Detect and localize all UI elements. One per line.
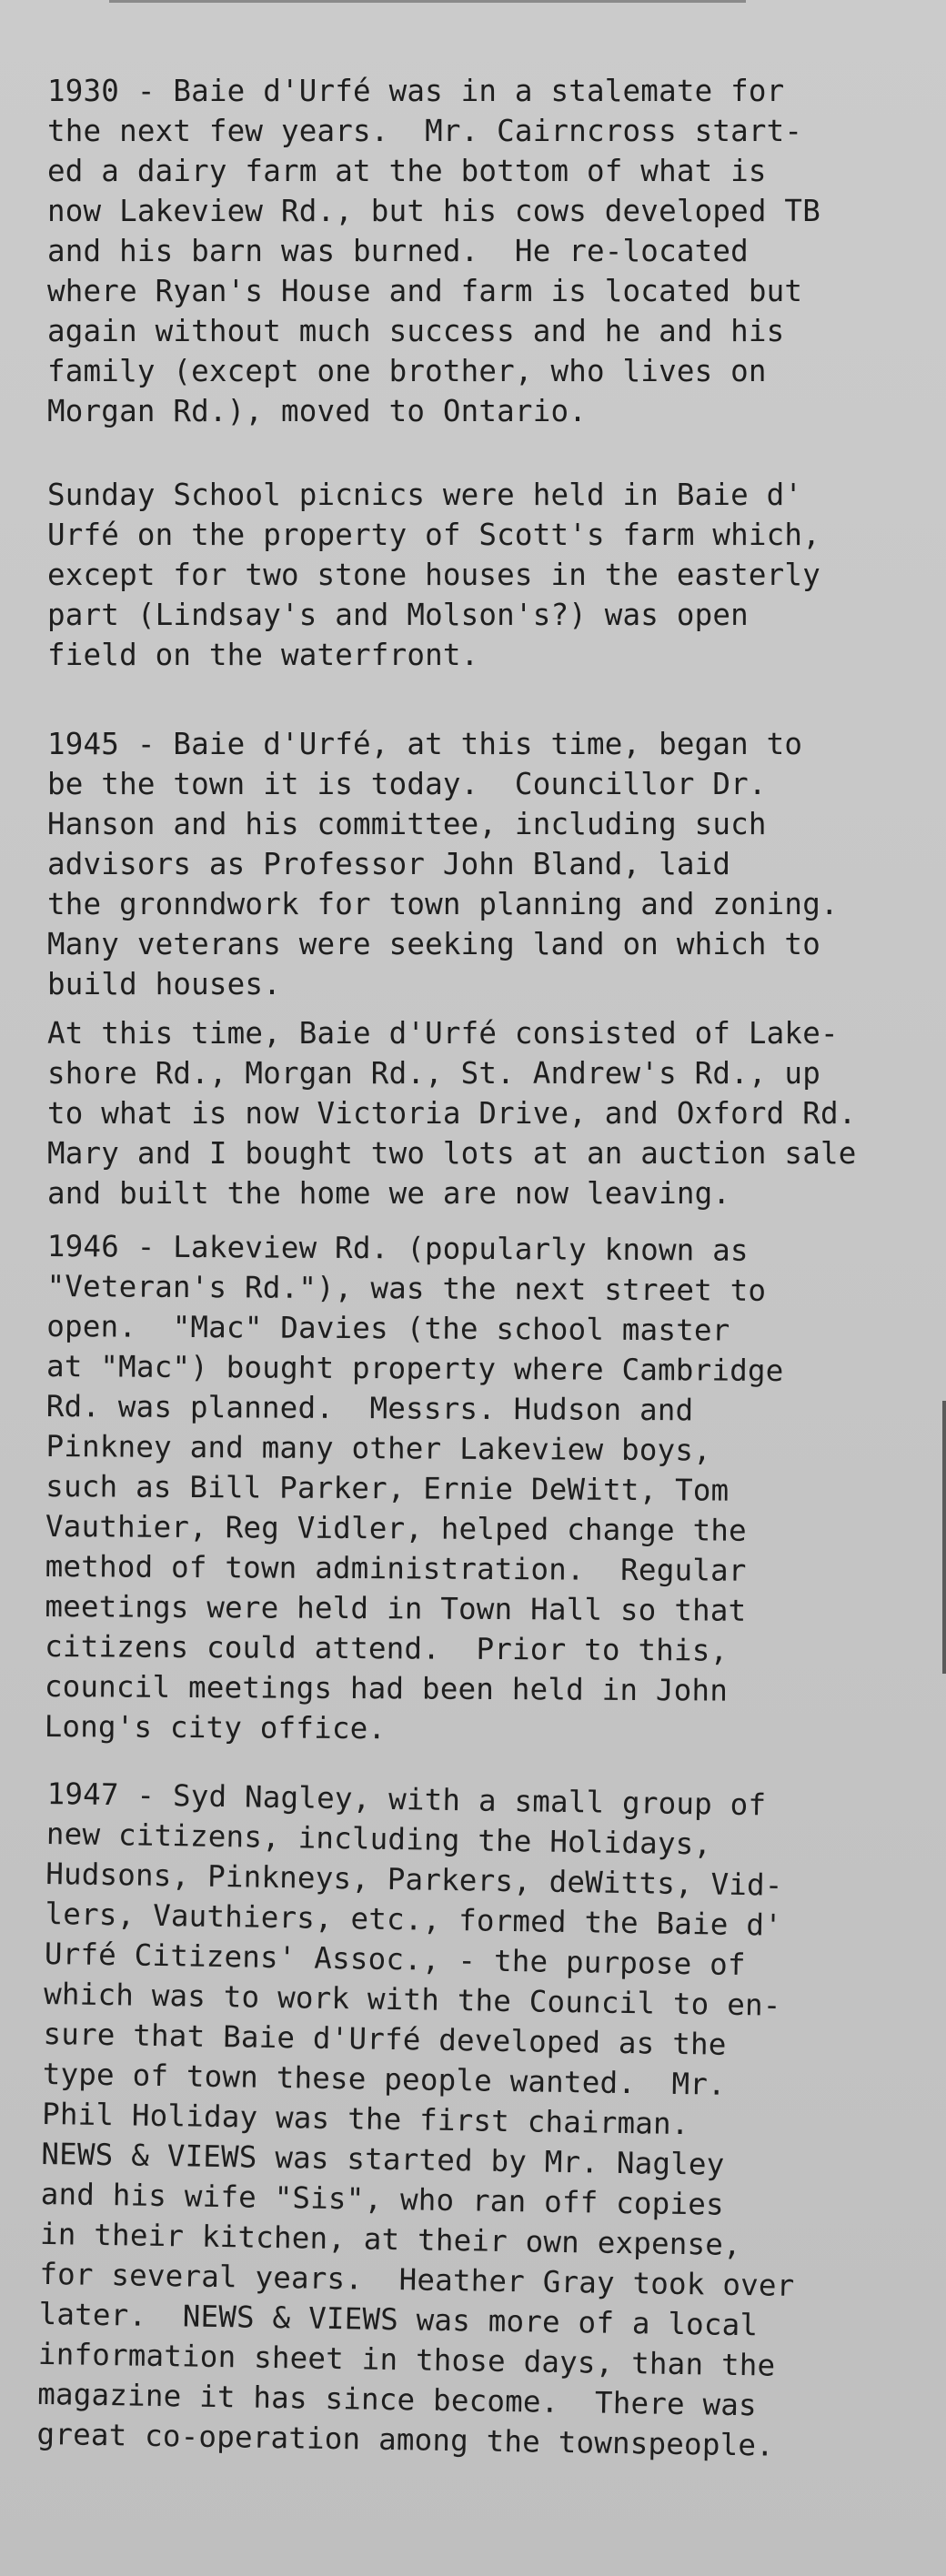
- text-line: 1930 - Baie d'Urfé was in a stalemate for: [47, 74, 785, 108]
- text-line: Hanson and his committee, including such: [47, 807, 767, 841]
- text-line: NEWS & VIEWS was started by Mr. Nagley: [41, 2136, 725, 2182]
- text-line: and his barn was burned. He re-located: [47, 234, 749, 268]
- text-line: ed a dairy farm at the bottom of what is: [47, 154, 767, 188]
- text-line: Vauthier, Reg Vidler, helped change the: [45, 1508, 747, 1548]
- text-line: sure that Baie d'Urfé developed as the: [43, 2016, 727, 2062]
- text-line: Rd. was planned. Messrs. Hudson and: [45, 1388, 694, 1428]
- text-line: 1946 - Lakeview Rd. (popularly known as: [46, 1229, 749, 1268]
- text-line: now Lakeview Rd., but his cows developed TB: [47, 194, 820, 228]
- text-line: Morgan Rd.), moved to Ontario.: [47, 394, 587, 428]
- text-line: where Ryan's House and farm is located but: [47, 274, 803, 308]
- text-line: later. NEWS & VIEWS was more of a local: [38, 2296, 759, 2343]
- text-line: the gronndwork for town planning and zoning.: [47, 887, 839, 921]
- text-line: magazine it has since become. There was: [36, 2376, 758, 2423]
- text-line: 1945 - Baie d'Urfé, at this time, began to: [47, 727, 803, 761]
- text-line: Mary and I bought two lots at an auction sale: [47, 1136, 857, 1171]
- text-line: open. "Mac" Davies (the school master: [46, 1308, 730, 1348]
- text-line: and built the home we are now leaving.: [47, 1176, 731, 1211]
- text-line: At this time, Baie d'Urfé consisted of Lake-: [47, 1016, 839, 1051]
- text-line: part (Lindsay's and Molson's?) was open: [47, 598, 749, 632]
- text-line: Phil Holiday was the first chairman.: [41, 2096, 689, 2142]
- text-line: the next few years. Mr. Cairncross start-: [47, 114, 803, 148]
- text-line: such as Bill Parker, Ernie DeWitt, Tom: [45, 1468, 730, 1508]
- paragraph-1946: [45, 1226, 785, 1751]
- text-line: to what is now Victoria Drive, and Oxford Rd.: [47, 1096, 857, 1131]
- text-line: information sheet in those days, than the: [37, 2336, 776, 2383]
- text-line: again without much success and he and his: [47, 314, 785, 348]
- page-right-edge: [942, 1401, 946, 1674]
- text-line: great co-operation among the townspeople.: [36, 2416, 775, 2463]
- text-line: lers, Vauthiers, etc., formed the Baie d': [45, 1896, 783, 1943]
- text-line: at "Mac") bought property where Cambridge: [45, 1348, 784, 1388]
- text-line: shore Rd., Morgan Rd., St. Andrew's Rd., up: [47, 1056, 820, 1091]
- text-line: build houses.: [47, 967, 281, 1001]
- text-line: Sunday School picnics were held in Baie d': [47, 478, 803, 512]
- text-line: meetings were held in Town Hall so that: [45, 1588, 747, 1628]
- text-line: type of town these people wanted. Mr.: [42, 2056, 727, 2102]
- paragraph-sunday-school: [47, 475, 820, 675]
- text-line: in their kitchen, at their own expense,: [39, 2216, 742, 2263]
- text-line: advisors as Professor John Bland, laid: [47, 847, 731, 881]
- text-line: citizens could attend. Prior to this,: [45, 1628, 729, 1668]
- text-line: 1947 - Syd Nagley, with a small group of: [46, 1776, 767, 1823]
- paragraph-1945: [47, 724, 839, 1004]
- text-line: method of town administration. Regular: [45, 1548, 747, 1588]
- text-line: except for two stone houses in the easterly: [47, 558, 820, 592]
- text-line: Long's city office.: [44, 1708, 387, 1746]
- page-top-edge: [109, 0, 746, 3]
- paragraph-at-this-time: [47, 1013, 857, 1213]
- text-line: and his wife "Sis", who ran off copies: [40, 2176, 725, 2222]
- text-line: family (except one brother, who lives on: [47, 354, 767, 388]
- text-line: Many veterans were seeking land on which to: [47, 927, 820, 961]
- text-line: field on the waterfront.: [47, 638, 479, 672]
- paragraph-1947: [36, 1774, 802, 2466]
- text-line: Pinkney and many other Lakeview boys,: [45, 1428, 711, 1468]
- text-line: "Veteran's Rd."), was the next street to: [46, 1268, 767, 1308]
- paragraph-1930: [47, 71, 820, 431]
- text-line: council meetings had been held in John: [44, 1668, 729, 1708]
- text-line: for several years. Heather Gray took over: [39, 2256, 795, 2303]
- text-line: Urfé Citizens' Assoc., - the purpose of: [44, 1936, 746, 1983]
- text-line: which was to work with the Council to en-: [43, 1976, 781, 2023]
- text-line: be the town it is today. Councillor Dr.: [47, 767, 767, 801]
- text-line: Urfé on the property of Scott's farm which,: [47, 518, 820, 552]
- text-line: Hudsons, Pinkneys, Parkers, deWitts, Vid-: [45, 1856, 783, 1903]
- text-line: new citizens, including the Holidays,: [45, 1816, 712, 1862]
